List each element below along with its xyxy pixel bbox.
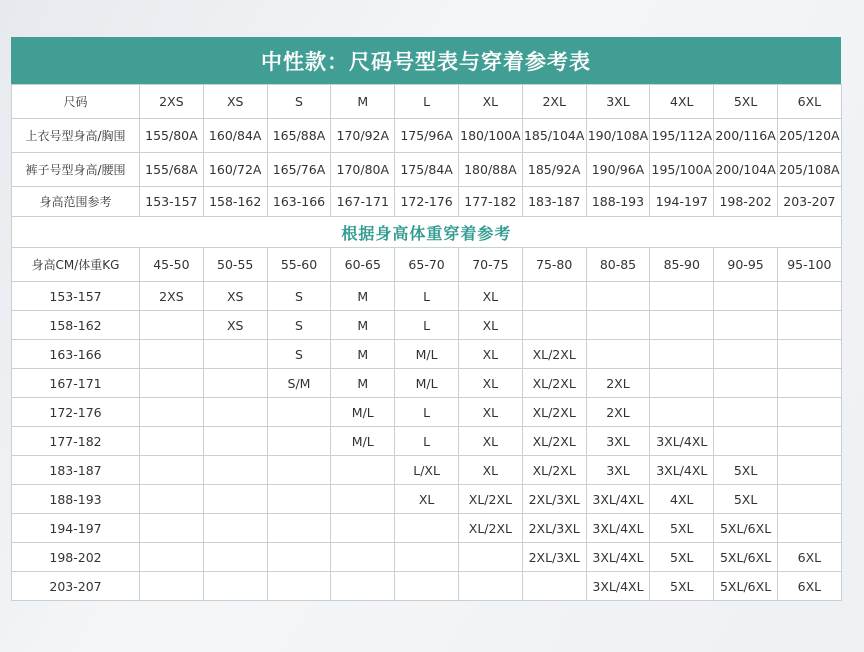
- weight-range-header: 45-50: [140, 248, 204, 282]
- size-cell: 188-193: [586, 187, 650, 217]
- height-weight-label: 身高CM/体重KG: [12, 248, 140, 282]
- row-label: 身高范围参考: [12, 187, 140, 217]
- size-table-row: [12, 85, 842, 119]
- recommended-size-cell: 3XL/4XL: [586, 543, 650, 572]
- recommended-size-cell: 5XL: [714, 456, 778, 485]
- recommended-size-cell: 5XL: [650, 514, 714, 543]
- recommended-size-cell: 3XL/4XL: [586, 485, 650, 514]
- recommended-size-cell: [395, 543, 459, 572]
- table-row: [12, 311, 842, 340]
- recommended-size-cell: [586, 282, 650, 311]
- size-cell: 180/100A: [458, 119, 522, 153]
- recommended-size-cell: 5XL: [650, 572, 714, 601]
- recommended-size-cell: [777, 340, 841, 369]
- recommended-size-cell: M: [331, 311, 395, 340]
- recommended-size-cell: [203, 398, 267, 427]
- weight-range-header: 80-85: [586, 248, 650, 282]
- recommended-size-cell: [267, 398, 331, 427]
- recommended-size-cell: 3XL: [586, 456, 650, 485]
- size-cell: 158-162: [203, 187, 267, 217]
- recommended-size-cell: [203, 456, 267, 485]
- recommended-size-cell: 5XL/6XL: [714, 572, 778, 601]
- row-label: 上衣号型身高/胸围: [12, 119, 140, 153]
- recommended-size-cell: [140, 369, 204, 398]
- size-cell: 165/76A: [267, 153, 331, 187]
- recommended-size-cell: [203, 427, 267, 456]
- reference-table-body: [12, 282, 842, 601]
- recommended-size-cell: [203, 514, 267, 543]
- recommended-size-cell: XL/2XL: [522, 369, 586, 398]
- recommended-size-cell: [395, 514, 459, 543]
- weight-range-header: 60-65: [331, 248, 395, 282]
- size-cell: S: [267, 85, 331, 119]
- height-range-label: 194-197: [12, 514, 140, 543]
- size-cell: 172-176: [395, 187, 459, 217]
- recommended-size-cell: XL: [458, 427, 522, 456]
- recommended-size-cell: M/L: [331, 427, 395, 456]
- recommended-size-cell: [140, 456, 204, 485]
- recommended-size-cell: [714, 427, 778, 456]
- size-cell: 177-182: [458, 187, 522, 217]
- recommended-size-cell: [777, 514, 841, 543]
- recommended-size-cell: [267, 456, 331, 485]
- size-cell: 155/68A: [140, 153, 204, 187]
- recommended-size-cell: 3XL: [586, 427, 650, 456]
- recommended-size-cell: [714, 398, 778, 427]
- recommended-size-cell: [140, 514, 204, 543]
- recommended-size-cell: [650, 369, 714, 398]
- size-cell: 175/96A: [395, 119, 459, 153]
- size-cell: 200/104A: [714, 153, 778, 187]
- recommended-size-cell: [267, 485, 331, 514]
- size-cell: XL: [458, 85, 522, 119]
- recommended-size-cell: 5XL: [650, 543, 714, 572]
- recommended-size-cell: [140, 311, 204, 340]
- recommended-size-cell: [650, 282, 714, 311]
- recommended-size-cell: [203, 485, 267, 514]
- recommended-size-cell: XS: [203, 282, 267, 311]
- recommended-size-cell: [650, 398, 714, 427]
- size-cell: 160/72A: [203, 153, 267, 187]
- recommended-size-cell: 2XL/3XL: [522, 514, 586, 543]
- size-cell: 205/108A: [777, 153, 841, 187]
- recommended-size-cell: [777, 311, 841, 340]
- recommended-size-cell: [458, 572, 522, 601]
- recommended-size-cell: S: [267, 282, 331, 311]
- recommended-size-cell: [203, 543, 267, 572]
- size-cell: XS: [203, 85, 267, 119]
- recommended-size-cell: [777, 282, 841, 311]
- recommended-size-cell: [586, 311, 650, 340]
- recommended-size-cell: [267, 514, 331, 543]
- size-cell: 153-157: [140, 187, 204, 217]
- recommended-size-cell: [522, 572, 586, 601]
- recommended-size-cell: 3XL/4XL: [586, 514, 650, 543]
- size-cell: L: [395, 85, 459, 119]
- recommended-size-cell: [267, 572, 331, 601]
- size-table-row: [12, 187, 842, 217]
- height-range-label: 183-187: [12, 456, 140, 485]
- recommended-size-cell: XL/2XL: [522, 427, 586, 456]
- recommended-size-cell: XL/2XL: [522, 398, 586, 427]
- size-cell: 170/92A: [331, 119, 395, 153]
- recommended-size-cell: L/XL: [395, 456, 459, 485]
- size-cell: 195/100A: [650, 153, 714, 187]
- size-cell: 2XL: [522, 85, 586, 119]
- recommended-size-cell: 2XS: [140, 282, 204, 311]
- recommended-size-cell: [140, 543, 204, 572]
- size-cell: 155/80A: [140, 119, 204, 153]
- recommended-size-cell: [140, 427, 204, 456]
- recommended-size-cell: [395, 572, 459, 601]
- size-cell: 165/88A: [267, 119, 331, 153]
- recommended-size-cell: XL/2XL: [522, 456, 586, 485]
- recommended-size-cell: [331, 514, 395, 543]
- size-cell: 180/88A: [458, 153, 522, 187]
- recommended-size-cell: 3XL/4XL: [650, 456, 714, 485]
- recommended-size-cell: [331, 572, 395, 601]
- recommended-size-cell: 3XL/4XL: [586, 572, 650, 601]
- size-cell: M: [331, 85, 395, 119]
- recommended-size-cell: XL: [458, 311, 522, 340]
- table-row: [12, 514, 842, 543]
- table-row: [12, 485, 842, 514]
- size-cell: 183-187: [522, 187, 586, 217]
- weight-range-header: 85-90: [650, 248, 714, 282]
- size-cell: 160/84A: [203, 119, 267, 153]
- recommended-size-cell: [267, 427, 331, 456]
- chart-title: 中性款：尺码号型表与穿着参考表: [11, 37, 841, 84]
- size-table-row: [12, 119, 842, 153]
- size-cell: 5XL: [714, 85, 778, 119]
- table-row: [12, 398, 842, 427]
- recommended-size-cell: 2XL: [586, 398, 650, 427]
- recommended-size-cell: XL: [458, 456, 522, 485]
- recommended-size-cell: [331, 456, 395, 485]
- size-cell: 195/112A: [650, 119, 714, 153]
- recommended-size-cell: [777, 485, 841, 514]
- size-chart-sheet: [11, 37, 841, 601]
- size-cell: 190/96A: [586, 153, 650, 187]
- recommended-size-cell: [203, 340, 267, 369]
- weight-range-header: 70-75: [458, 248, 522, 282]
- size-cell: 3XL: [586, 85, 650, 119]
- weight-range-header: 90-95: [714, 248, 778, 282]
- height-range-label: 158-162: [12, 311, 140, 340]
- table-row: [12, 456, 842, 485]
- recommended-size-cell: XL: [458, 398, 522, 427]
- recommended-size-cell: [714, 311, 778, 340]
- recommended-size-cell: 5XL/6XL: [714, 514, 778, 543]
- size-table: [11, 84, 842, 601]
- table-row: [12, 572, 842, 601]
- recommended-size-cell: [714, 369, 778, 398]
- weight-range-header: 75-80: [522, 248, 586, 282]
- recommended-size-cell: XL/2XL: [458, 514, 522, 543]
- size-cell: 185/104A: [522, 119, 586, 153]
- size-cell: 170/80A: [331, 153, 395, 187]
- recommended-size-cell: 6XL: [777, 543, 841, 572]
- table-row: [12, 369, 842, 398]
- height-range-label: 167-171: [12, 369, 140, 398]
- row-label: 尺码: [12, 85, 140, 119]
- recommended-size-cell: XL: [458, 340, 522, 369]
- recommended-size-cell: L: [395, 311, 459, 340]
- height-range-label: 153-157: [12, 282, 140, 311]
- recommended-size-cell: [777, 398, 841, 427]
- recommended-size-cell: 6XL: [777, 572, 841, 601]
- recommended-size-cell: M/L: [395, 340, 459, 369]
- recommended-size-cell: S/M: [267, 369, 331, 398]
- recommended-size-cell: [522, 311, 586, 340]
- recommended-size-cell: M: [331, 340, 395, 369]
- size-cell: 205/120A: [777, 119, 841, 153]
- height-range-label: 203-207: [12, 572, 140, 601]
- size-cell: 175/84A: [395, 153, 459, 187]
- recommended-size-cell: [777, 369, 841, 398]
- size-cell: 194-197: [650, 187, 714, 217]
- subtitle-section: [12, 217, 842, 248]
- reference-header: [12, 248, 842, 282]
- recommended-size-cell: [203, 572, 267, 601]
- recommended-size-cell: S: [267, 340, 331, 369]
- recommended-size-cell: [140, 485, 204, 514]
- recommended-size-cell: L: [395, 282, 459, 311]
- recommended-size-cell: 2XL/3XL: [522, 543, 586, 572]
- recommended-size-cell: XL/2XL: [522, 340, 586, 369]
- weight-range-header: 50-55: [203, 248, 267, 282]
- recommended-size-cell: S: [267, 311, 331, 340]
- recommended-size-cell: [140, 340, 204, 369]
- recommended-size-cell: L: [395, 427, 459, 456]
- weight-range-header: 95-100: [777, 248, 841, 282]
- reference-subtitle: 根据身高体重穿着参考: [12, 217, 842, 248]
- size-cell: 163-166: [267, 187, 331, 217]
- height-range-label: 172-176: [12, 398, 140, 427]
- recommended-size-cell: [140, 398, 204, 427]
- table-row: [12, 340, 842, 369]
- height-range-label: 188-193: [12, 485, 140, 514]
- recommended-size-cell: XL: [395, 485, 459, 514]
- weight-range-header: 55-60: [267, 248, 331, 282]
- recommended-size-cell: [140, 572, 204, 601]
- weight-header-row: [12, 248, 842, 282]
- size-cell: 190/108A: [586, 119, 650, 153]
- recommended-size-cell: [458, 543, 522, 572]
- table-row: [12, 427, 842, 456]
- height-range-label: 163-166: [12, 340, 140, 369]
- recommended-size-cell: L: [395, 398, 459, 427]
- recommended-size-cell: [714, 340, 778, 369]
- recommended-size-cell: [650, 340, 714, 369]
- height-range-label: 177-182: [12, 427, 140, 456]
- recommended-size-cell: 5XL: [714, 485, 778, 514]
- recommended-size-cell: [331, 485, 395, 514]
- height-range-label: 198-202: [12, 543, 140, 572]
- recommended-size-cell: [650, 311, 714, 340]
- recommended-size-cell: XS: [203, 311, 267, 340]
- recommended-size-cell: [267, 543, 331, 572]
- recommended-size-cell: XL/2XL: [458, 485, 522, 514]
- weight-range-header: 65-70: [395, 248, 459, 282]
- recommended-size-cell: [777, 456, 841, 485]
- recommended-size-cell: XL: [458, 369, 522, 398]
- recommended-size-cell: [714, 282, 778, 311]
- recommended-size-cell: M: [331, 282, 395, 311]
- recommended-size-cell: XL: [458, 282, 522, 311]
- recommended-size-cell: [331, 543, 395, 572]
- size-table-body: [12, 85, 842, 217]
- recommended-size-cell: 3XL/4XL: [650, 427, 714, 456]
- recommended-size-cell: [586, 340, 650, 369]
- recommended-size-cell: M: [331, 369, 395, 398]
- size-cell: 6XL: [777, 85, 841, 119]
- size-cell: 4XL: [650, 85, 714, 119]
- recommended-size-cell: M/L: [395, 369, 459, 398]
- recommended-size-cell: [522, 282, 586, 311]
- recommended-size-cell: 5XL/6XL: [714, 543, 778, 572]
- recommended-size-cell: [203, 369, 267, 398]
- size-cell: 198-202: [714, 187, 778, 217]
- size-cell: 200/116A: [714, 119, 778, 153]
- size-cell: 167-171: [331, 187, 395, 217]
- recommended-size-cell: [777, 427, 841, 456]
- size-cell: 185/92A: [522, 153, 586, 187]
- recommended-size-cell: 4XL: [650, 485, 714, 514]
- recommended-size-cell: 2XL/3XL: [522, 485, 586, 514]
- recommended-size-cell: M/L: [331, 398, 395, 427]
- size-table-row: [12, 153, 842, 187]
- recommended-size-cell: 2XL: [586, 369, 650, 398]
- row-label: 裤子号型身高/腰围: [12, 153, 140, 187]
- size-cell: 2XS: [140, 85, 204, 119]
- table-row: [12, 282, 842, 311]
- table-row: [12, 543, 842, 572]
- size-cell: 203-207: [777, 187, 841, 217]
